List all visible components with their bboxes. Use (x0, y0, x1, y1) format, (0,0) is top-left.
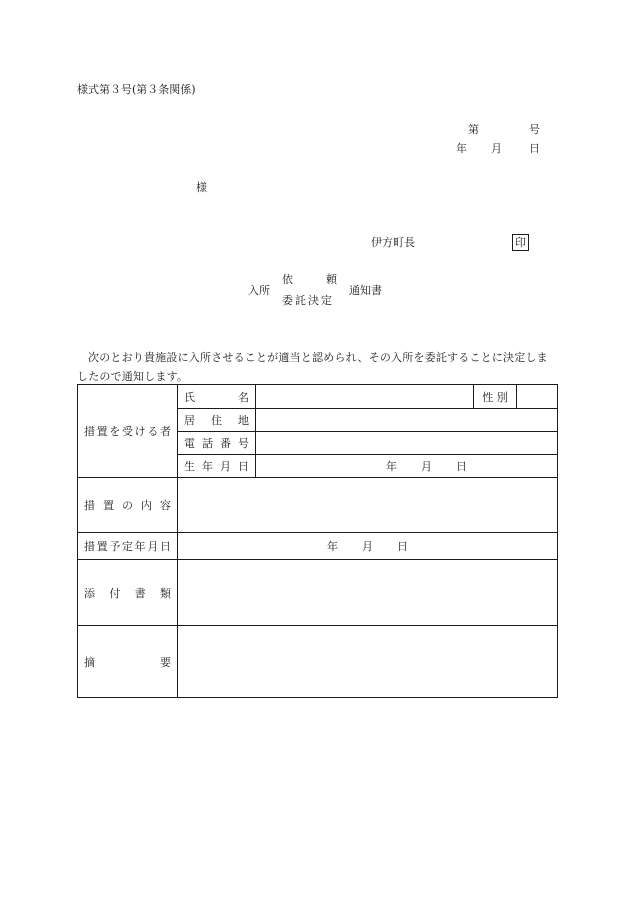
title-suffix: 通知書 (349, 284, 382, 297)
phone-field[interactable] (256, 432, 558, 455)
addressee-honorific: 様 (196, 181, 207, 194)
birthdate-field[interactable] (256, 455, 558, 478)
birth-month: 月 (421, 460, 432, 473)
address-label: 居 住 地 (178, 409, 256, 432)
form-number: 様式第３号(第３条関係) (77, 83, 196, 96)
doc-date-day: 日 (529, 142, 540, 155)
doc-number-go: 号 (529, 123, 540, 136)
form-table (77, 384, 558, 698)
birthdate-label: 生 年 月 日 (178, 455, 256, 478)
table-row (78, 560, 558, 626)
doc-date-month: 月 (491, 142, 502, 155)
table-row (78, 478, 558, 533)
body-text: 次のとおり貴施設に入所させることが適当と認められ、その入所を委託することに決定しましたので通知します。 (77, 351, 548, 383)
sched-year: 年 (327, 540, 338, 553)
birth-year: 年 (386, 460, 397, 473)
title-option1-a: 依 (282, 273, 293, 286)
name-label: 氏 名 (178, 385, 256, 409)
sex-label: 性 別 (474, 385, 517, 409)
attachments-field[interactable] (178, 560, 558, 626)
content-label: 措 置 の 内 容 (78, 478, 178, 533)
subject-header: 措置を受ける者 (78, 385, 178, 478)
birth-day: 日 (456, 460, 467, 473)
sched-day: 日 (397, 540, 408, 553)
sched-month: 月 (362, 540, 373, 553)
summary-field[interactable] (178, 626, 558, 698)
title-option2: 委託決定 (282, 294, 334, 307)
seal-stamp: 印 (512, 234, 529, 251)
address-field[interactable] (256, 409, 558, 432)
table-row (78, 533, 558, 560)
table-row (78, 385, 558, 409)
phone-label: 電 話 番 号 (178, 432, 256, 455)
scheduled-date-field[interactable] (178, 533, 558, 560)
table-row (78, 626, 558, 698)
scheduled-date-label: 措置予定年月日 (78, 533, 178, 560)
summary-label: 摘 要 (78, 626, 178, 698)
doc-number-dai: 第 (468, 123, 479, 136)
title-option1-b: 頼 (326, 273, 337, 286)
doc-date-year: 年 (456, 142, 467, 155)
content-field[interactable] (178, 478, 558, 533)
title-prefix: 入所 (248, 284, 270, 297)
name-field[interactable] (256, 385, 474, 409)
issuer-name: 伊方町長 (371, 236, 415, 249)
attachments-label: 添 付 書 類 (78, 560, 178, 626)
sex-field[interactable] (517, 385, 558, 409)
